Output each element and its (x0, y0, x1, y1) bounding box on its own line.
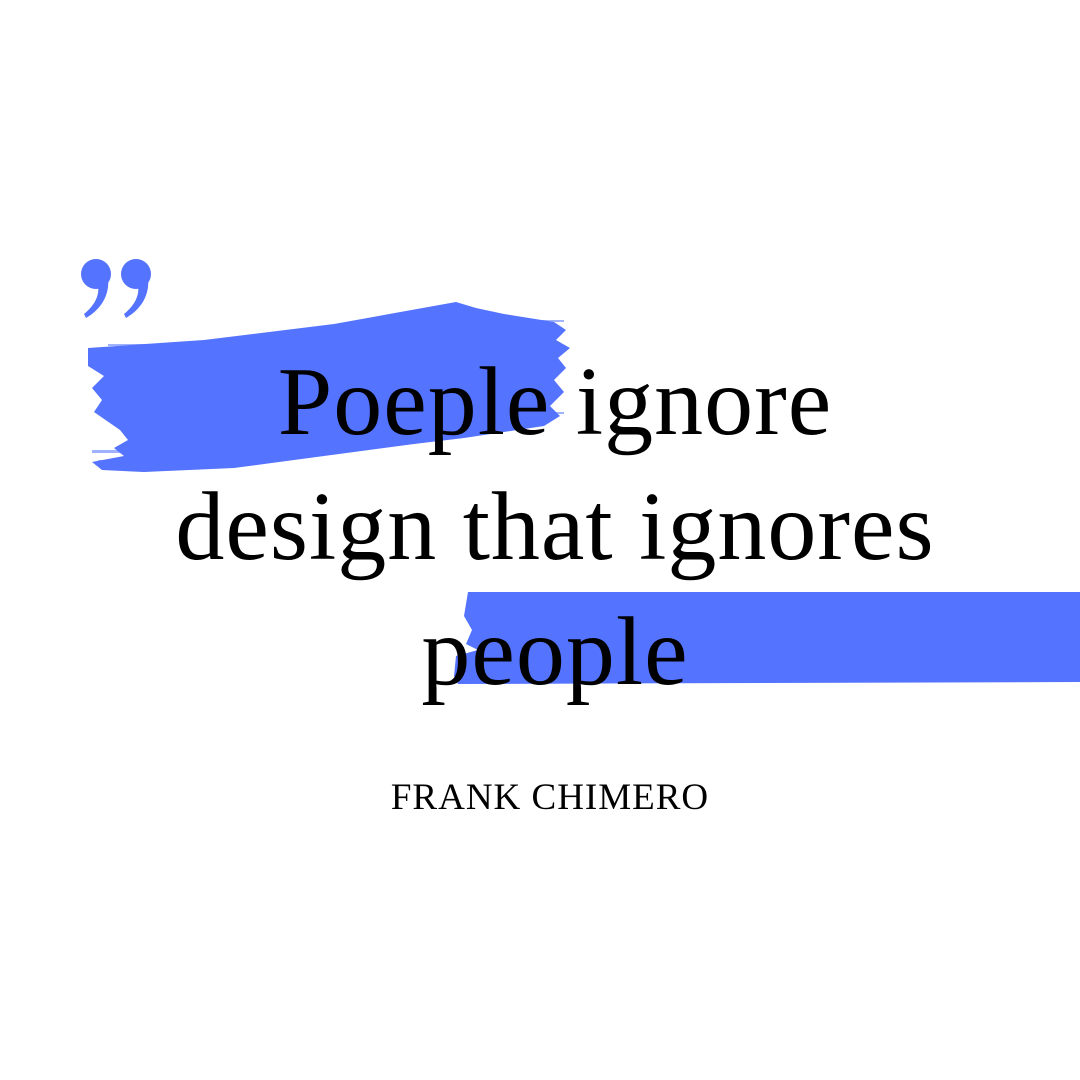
quote-text (60, 340, 1050, 715)
quote-line-3: people (421, 598, 689, 706)
quote-line-1: Poeple ignore (277, 348, 833, 456)
author-name: FRANK CHIMERO (390, 777, 710, 818)
quote-line-2: design that ignores (175, 473, 935, 581)
